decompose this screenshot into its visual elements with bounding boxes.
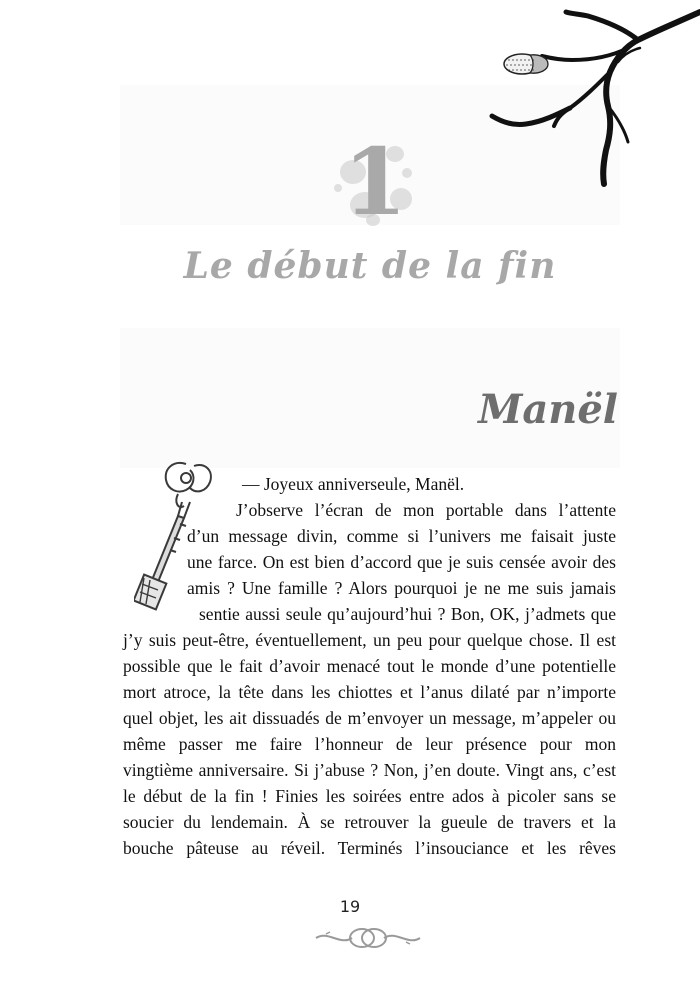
text-line: possible que le fait d’avoir menacé tout le monde d’une potentielle (123, 656, 616, 676)
text-line: bouche pâteuse au réveil. Terminés l’insouciance et les rêves (123, 838, 616, 858)
text-line: le début de la fin ! Finies les soirées entre ados à picoler sans se (123, 786, 616, 806)
acorn-icon (500, 48, 552, 80)
pov-character-name: Manël (478, 386, 618, 433)
text-line: sentie aussi seule qu’aujourd’hui ? Bon, OK, j’admets que (199, 604, 616, 624)
text-line: soucier du lendemain. À se retrouver la gueule de travers et la (123, 812, 616, 832)
chain-ornament-icon (312, 924, 424, 952)
oak-branch-icon (488, 0, 700, 190)
chapter-title: Le début de la fin (183, 245, 557, 287)
chapter-number (330, 128, 420, 236)
text-line: une farce. On est bien d’accord que je suis censée avoir des (187, 552, 616, 572)
text-line: — Joyeux anniverseule, Manël. (242, 474, 465, 494)
text-line: mort atroce, la tête dans les chiottes et l’anus dilaté par n’importe (123, 682, 616, 702)
text-line: même passer me faire l’honneur de leur présence pour mon (123, 734, 616, 754)
text-line: amis ? Une famille ? Alors pourquoi je ne me suis jamais (187, 578, 616, 598)
text-line: quel objet, les ait dissuadés de m’envoyer un message, m’appeler ou (123, 708, 616, 728)
text-line: J’observe l’écran de mon portable dans l’attente (236, 500, 616, 520)
text-line: j’y suis peut-être, éventuellement, un peu pour quelque chose. Il est (123, 630, 616, 650)
text-line: vingtième anniversaire. Si j’abuse ? Non, j’en doute. Vingt ans, c’est (123, 760, 616, 780)
chapter-number-digit: 1 (342, 128, 407, 236)
text-line: d’un message divin, comme si l’univers me faisait juste (187, 526, 616, 546)
page-number: 19 (339, 897, 361, 916)
